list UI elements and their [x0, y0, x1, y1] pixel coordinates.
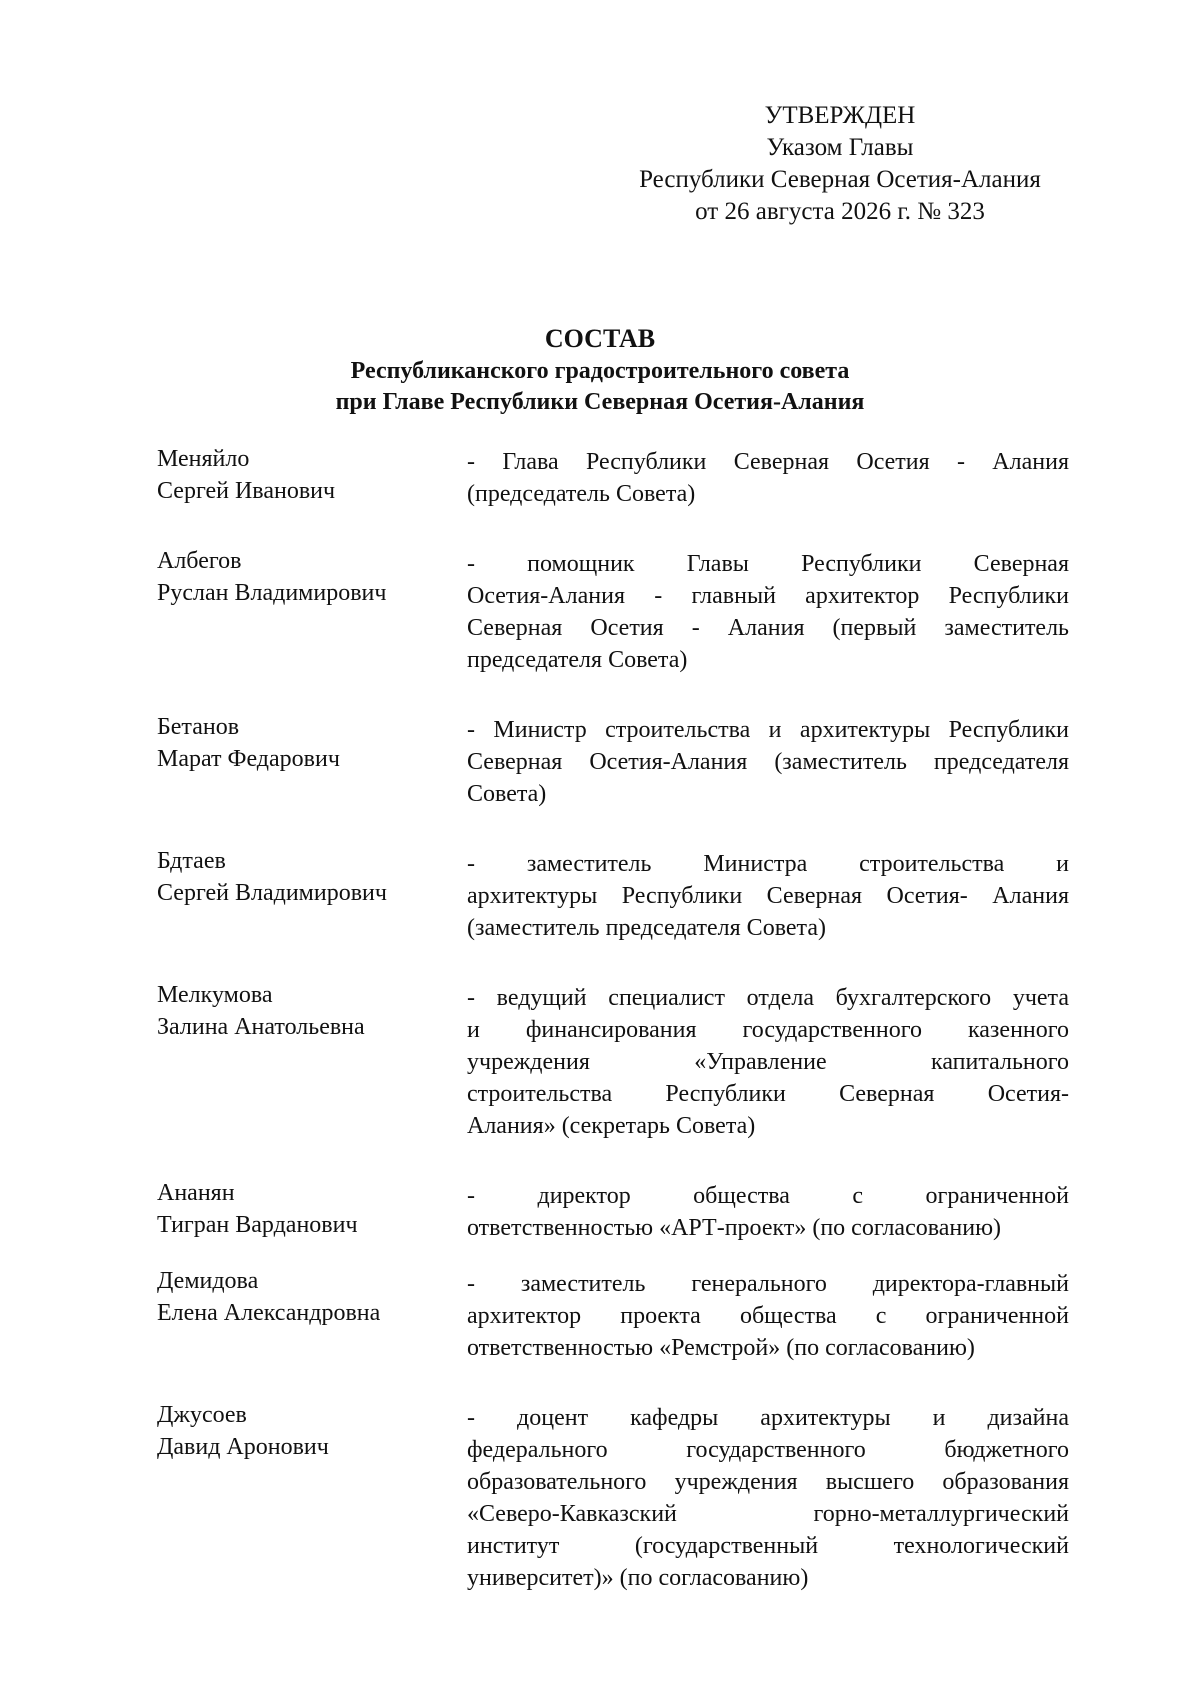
member-role-line: - заместитель Министра строительства и: [467, 851, 1069, 877]
member-given-names: Залина Анатольевна: [157, 1014, 365, 1040]
member-role-line: ответственностью «АРТ-проект» (по согласованию): [467, 1215, 1001, 1241]
member-role-line: - ведущий специалист отдела бухгалтерского учета: [467, 985, 1069, 1011]
member-surname: Албегов: [157, 548, 242, 574]
member-surname: Бдтаев: [157, 848, 226, 874]
member-role-line: Алания» (секретарь Совета): [467, 1113, 756, 1139]
member-role-line: учреждения «Управление капитального: [467, 1049, 1069, 1075]
member-entry: [157, 1268, 1077, 1364]
member-role-line: - доцент кафедры архитектуры и дизайна: [467, 1405, 1069, 1431]
member-role-line: (председатель Совета): [467, 481, 696, 507]
member-entry: [157, 548, 1077, 676]
member-given-names: Марат Федарович: [157, 746, 340, 772]
member-role-line: - Глава Республики Северная Осетия - Алания: [467, 449, 1069, 475]
member-role-line: - заместитель генерального директора-главный: [467, 1271, 1069, 1297]
member-role-line: федерального государственного бюджетного: [467, 1437, 1069, 1463]
member-role: [467, 1268, 1069, 1364]
member-role-line: - Министр строительства и архитектуры Республики: [467, 717, 1069, 743]
member-entry: [157, 714, 1077, 810]
member-role: [467, 446, 1069, 510]
member-role: [467, 1402, 1069, 1594]
member-surname: Ананян: [157, 1180, 235, 1206]
member-entry: [157, 848, 1077, 944]
member-name: [157, 443, 467, 510]
member-role: [467, 848, 1069, 944]
member-surname: Демидова: [157, 1268, 259, 1294]
member-name: [157, 711, 467, 810]
member-name: [157, 1177, 467, 1244]
member-role-line: ответственностью «Ремстрой» (по согласованию): [467, 1335, 975, 1361]
member-role-line: - директор общества с ограниченной: [467, 1183, 1069, 1209]
document-title: СОСТАВ: [544, 324, 656, 353]
document-subtitle-line1: Республиканского градостроительного совета: [350, 358, 850, 384]
member-role-line: - помощник Главы Республики Северная: [467, 551, 1069, 577]
member-given-names: Давид Аронович: [157, 1434, 329, 1460]
member-entry: [157, 1402, 1077, 1594]
member-role-line: строительства Республики Северная Осетия-: [467, 1081, 1069, 1107]
member-entry: [157, 446, 1077, 510]
member-role-line: образовательного учреждения высшего образования: [467, 1469, 1069, 1495]
member-given-names: Сергей Владимирович: [157, 880, 387, 906]
member-role-line: председателя Совета): [467, 647, 688, 673]
member-entry: [157, 1180, 1077, 1244]
member-role-line: Северная Осетия - Алания (первый заместитель: [467, 615, 1069, 641]
member-name: [157, 1399, 467, 1594]
member-given-names: Тигран Варданович: [157, 1212, 358, 1238]
approval-line-republic: Республики Северная Осетия-Алания: [639, 166, 1041, 193]
member-surname: Джусоев: [157, 1402, 247, 1428]
approval-line-decree: Указом Главы: [766, 134, 914, 161]
document-subtitle-line2: при Главе Республики Северная Осетия-Алания: [335, 389, 865, 415]
member-surname: Бетанов: [157, 714, 240, 740]
member-role: [467, 982, 1069, 1142]
member-role-line: Совета): [467, 781, 547, 807]
member-role: [467, 548, 1069, 676]
approval-line-date: от 26 августа 2026 г. № 323: [695, 198, 985, 225]
member-surname: Мелкумова: [157, 982, 273, 1008]
member-entry: [157, 982, 1077, 1142]
member-role-line: Осетия-Алания - главный архитектор Республики: [467, 583, 1069, 609]
member-name: [157, 979, 467, 1142]
member-given-names: Руслан Владимирович: [157, 580, 387, 606]
member-given-names: Сергей Иванович: [157, 478, 336, 504]
member-role-line: архитектуры Республики Северная Осетия- Алания: [467, 883, 1069, 909]
approval-stamp: [620, 100, 1060, 228]
member-name: [157, 845, 467, 944]
member-role-line: и финансирования государственного казенного: [467, 1017, 1069, 1043]
member-role-line: «Северо-Кавказский горно-металлургический: [467, 1501, 1069, 1527]
member-role: [467, 1180, 1069, 1244]
member-surname: Меняйло: [157, 446, 250, 472]
member-given-names: Елена Александровна: [157, 1300, 381, 1326]
member-name: [157, 1265, 467, 1364]
member-role: [467, 714, 1069, 810]
members-list: [157, 446, 1077, 1594]
member-role-line: Северная Осетия-Алания (заместитель председателя: [467, 749, 1069, 775]
document-heading: [200, 322, 1000, 418]
member-role-line: университет)» (по согласованию): [467, 1565, 809, 1591]
member-name: [157, 545, 467, 676]
member-role-line: институт (государственный технологический: [467, 1533, 1069, 1559]
member-role-line: архитектор проекта общества с ограниченной: [467, 1303, 1069, 1329]
approval-line-approved: УТВЕРЖДЕН: [764, 102, 916, 129]
member-role-line: (заместитель председателя Совета): [467, 915, 826, 941]
